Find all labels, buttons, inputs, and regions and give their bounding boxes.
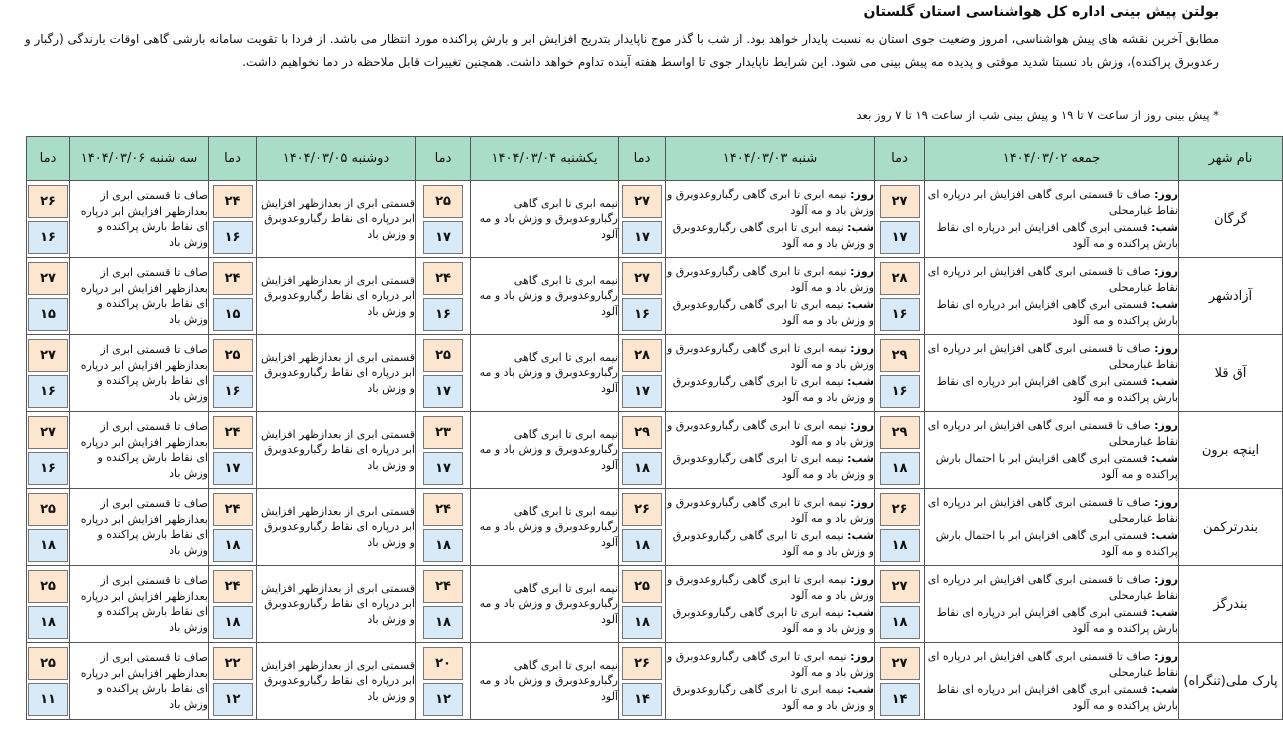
min-temperature: ۱۸ [880,606,920,639]
max-temperature: ۲۷ [28,416,68,449]
max-temperature: ۲۹ [622,416,662,449]
temperature-cell [209,489,257,566]
forecast-description [666,566,875,643]
day-forecast-text: نیمه ابری تا ابری گاهی رگباروعدوبرق و وزش باد و مه آلود [666,496,874,525]
day-forecast-text: صاف تا قسمتی ابری گاهی افزایش ابر درپاره ای نقاط غبارمحلی [927,573,1178,602]
min-temperature: ۱۱ [28,683,68,716]
forecast-description [925,489,1179,566]
max-temperature: ۲۵ [423,339,463,372]
forecast-description [257,643,416,720]
forecast-description [666,412,875,489]
night-forecast [925,220,1178,251]
min-temperature: ۱۴ [880,683,920,716]
max-temperature: ۲۵ [28,647,68,680]
temperature-cell [619,643,666,720]
day-label: روز: [1154,496,1178,509]
max-temperature: ۲۸ [880,262,920,295]
day-forecast [666,495,874,526]
day-forecast [925,187,1178,218]
min-temperature: ۱۵ [28,298,68,331]
night-forecast-text: نیمه ابری تا ابری گاهی رگباروعدوبرق و وزش باد و مه آلود [672,452,874,481]
forecast-description [471,566,619,643]
max-temperature: ۲۸ [622,339,662,372]
temp-column-header: دما [416,137,471,181]
city-name: اینچه برون [1179,412,1283,489]
forecast-description [70,489,209,566]
max-temperature: ۲۷ [28,262,68,295]
forecast-table [26,136,1283,720]
min-temperature: ۱۶ [880,375,920,408]
night-forecast [925,605,1178,636]
day-forecast [925,264,1178,295]
day-forecast-text: صاف تا قسمتی ابری گاهی افزایش ابر درپاره ای نقاط غبارمحلی [927,650,1178,679]
forecast-text: صاف تا قسمتی ابری از بعدازظهر افزایش ابر درپاره ای نقاط بارش پراکنده و وزش باد [80,343,208,403]
forecast-description [666,643,875,720]
header-row [27,137,1283,181]
night-forecast-text: قسمتی ابری گاهی افزایش ابر درپاره ای نقاط بارش پراکنده و مه آلود [936,606,1178,635]
min-temperature: ۱۲ [423,683,463,716]
temperature-cell [209,335,257,412]
min-temperature: ۱۶ [213,375,253,408]
night-label: شب: [1151,375,1178,388]
night-label: شب: [847,606,874,619]
night-label: شب: [1151,606,1178,619]
day-column-header: شنبه ۱۴۰۴/۰۳/۰۳ [666,137,875,181]
day-label: روز: [850,573,874,586]
min-temperature: ۱۶ [28,221,68,254]
night-forecast [666,528,874,559]
city-name: آق قلا [1179,335,1283,412]
max-temperature: ۲۶ [880,493,920,526]
temperature-cell [416,335,471,412]
night-label: شب: [847,298,874,311]
night-label: شب: [1151,298,1178,311]
temp-column-header: دما [209,137,257,181]
forecast-text: نیمه ابری تا ابری گاهی رگباروعدوبرق و وزش باد و مه آلود [479,196,618,241]
day-forecast [666,572,874,603]
temperature-cell [619,335,666,412]
max-temperature: ۲۶ [622,647,662,680]
min-temperature: ۱۷ [423,375,463,408]
table-row [27,181,1283,258]
max-temperature: ۲۰ [423,647,463,680]
night-forecast [666,374,874,405]
forecast-text: صاف تا قسمتی ابری از بعدازظهر افزایش ابر درپاره ای نقاط بارش پراکنده و وزش باد [80,266,208,326]
day-column-header: یکشنبه ۱۴۰۴/۰۳/۰۴ [471,137,619,181]
forecast-text: قسمتی ابری از بعدازظهر افزایش ابر درپاره ای نقاط رگباروعدوبرق و وزش باد [261,581,415,626]
day-column-header: جمعه ۱۴۰۴/۰۳/۰۲ [925,137,1179,181]
temperature-cell [27,258,70,335]
night-forecast [666,682,874,713]
forecast-description [471,643,619,720]
day-forecast [925,649,1178,680]
day-forecast [925,572,1178,603]
max-temperature: ۲۷ [622,185,662,218]
temperature-cell [416,489,471,566]
min-temperature: ۱۶ [28,452,68,485]
min-temperature: ۱۸ [622,529,662,562]
temperature-cell [416,181,471,258]
night-forecast-text: قسمتی ابری گاهی افزایش ابر درپاره ای نقاط بارش پراکنده و مه آلود [936,375,1178,404]
forecast-description [925,412,1179,489]
day-forecast [666,187,874,218]
min-temperature: ۱۶ [880,298,920,331]
day-label: روز: [850,265,874,278]
forecast-text: نیمه ابری تا ابری گاهی رگباروعدوبرق و وزش باد و مه آلود [479,658,618,703]
max-temperature: ۲۴ [213,185,253,218]
day-forecast-text: نیمه ابری تا ابری گاهی رگباروعدوبرق و وزش باد و مه آلود [666,188,874,217]
table-row [27,258,1283,335]
min-temperature: ۱۸ [423,529,463,562]
forecast-description [925,181,1179,258]
night-label: شب: [1151,452,1178,465]
min-temperature: ۱۸ [880,452,920,485]
temperature-cell [209,566,257,643]
night-forecast-text: نیمه ابری تا ابری گاهی رگباروعدوبرق و وزش باد و مه آلود [672,606,874,635]
temperature-cell [209,258,257,335]
day-label: روز: [1154,650,1178,663]
forecast-table-body [27,181,1283,720]
night-forecast-text: قسمتی ابری گاهی افزایش ابر درپاره ای نقاط بارش پراکنده و مه آلود [936,683,1178,712]
day-forecast-text: صاف تا قسمتی ابری گاهی افزایش ابر درپاره ای نقاط غبارمحلی [927,342,1178,371]
table-row [27,643,1283,720]
night-forecast [925,682,1178,713]
night-forecast [666,605,874,636]
day-column-header: دوشنبه ۱۴۰۴/۰۳/۰۵ [257,137,416,181]
forecast-text: قسمتی ابری از بعدازظهر افزایش ابر درپاره ای نقاط رگباروعدوبرق و وزش باد [261,658,415,703]
temperature-cell [416,258,471,335]
day-label: روز: [1154,419,1178,432]
max-temperature: ۲۷ [880,185,920,218]
city-name: گرگان [1179,181,1283,258]
forecast-description [257,566,416,643]
day-forecast-text: نیمه ابری تا ابری گاهی رگباروعدوبرق و وزش باد و مه آلود [666,342,874,371]
temperature-cell [209,643,257,720]
day-forecast [666,264,874,295]
night-forecast [925,297,1178,328]
forecast-text: قسمتی ابری از بعدازظهر افزایش ابر درپاره ای نقاط رگباروعدوبرق و وزش باد [261,504,415,549]
temperature-cell [416,412,471,489]
forecast-description [70,258,209,335]
min-temperature: ۱۷ [423,221,463,254]
temperature-cell [875,489,925,566]
night-forecast-text: قسمتی ابری گاهی افزایش ابر با احتمال بارش پراکنده و مه آلود [935,452,1178,481]
day-forecast [925,418,1178,449]
forecast-text: نیمه ابری تا ابری گاهی رگباروعدوبرق و وزش باد و مه آلود [479,427,618,472]
temperature-cell [619,412,666,489]
night-label: شب: [847,221,874,234]
night-forecast-text: نیمه ابری تا ابری گاهی رگباروعدوبرق و وزش باد و مه آلود [672,221,874,250]
night-label: شب: [847,375,874,388]
temp-column-header: دما [619,137,666,181]
day-forecast-text: صاف تا قسمتی ابری گاهی افزایش ابر درپاره ای نقاط غبارمحلی [927,496,1178,525]
forecast-text: قسمتی ابری از بعدازظهر افزایش ابر درپاره ای نقاط رگباروعدوبرق و وزش باد [261,273,415,318]
max-temperature: ۲۴ [423,493,463,526]
temperature-cell [619,181,666,258]
night-forecast [925,451,1178,482]
night-label: شب: [847,452,874,465]
max-temperature: ۲۷ [28,339,68,372]
temperature-cell [27,412,70,489]
min-temperature: ۱۶ [423,298,463,331]
night-forecast [666,220,874,251]
forecast-description [666,489,875,566]
day-label: روز: [850,419,874,432]
max-temperature: ۲۷ [622,262,662,295]
max-temperature: ۲۷ [880,647,920,680]
table-row [27,566,1283,643]
forecast-text: صاف تا قسمتی ابری از بعدازظهر افزایش ابر درپاره ای نقاط بارش پراکنده و وزش باد [80,574,208,634]
night-label: شب: [1151,221,1178,234]
temperature-cell [209,412,257,489]
min-temperature: ۱۶ [213,221,253,254]
min-temperature: ۱۲ [213,683,253,716]
forecast-description [666,181,875,258]
forecast-description [70,412,209,489]
temperature-cell [875,643,925,720]
temp-column-header: دما [27,137,70,181]
temperature-cell [416,643,471,720]
forecast-description [70,181,209,258]
min-temperature: ۱۸ [622,452,662,485]
day-forecast [666,418,874,449]
forecast-text: نیمه ابری تا ابری گاهی رگباروعدوبرق و وزش باد و مه آلود [479,581,618,626]
max-temperature: ۲۵ [622,570,662,603]
min-temperature: ۱۷ [622,375,662,408]
day-label: روز: [1154,573,1178,586]
day-label: روز: [850,650,874,663]
min-temperature: ۱۴ [622,683,662,716]
forecast-description [471,181,619,258]
max-temperature: ۲۵ [423,185,463,218]
forecast-description [471,258,619,335]
min-temperature: ۱۸ [28,606,68,639]
table-row [27,335,1283,412]
night-forecast [925,374,1178,405]
forecast-description [666,335,875,412]
max-temperature: ۲۲ [213,647,253,680]
min-temperature: ۱۵ [213,298,253,331]
max-temperature: ۲۹ [880,416,920,449]
max-temperature: ۲۴ [213,416,253,449]
temperature-cell [27,181,70,258]
forecast-text: نیمه ابری تا ابری گاهی رگباروعدوبرق و وزش باد و مه آلود [479,504,618,549]
forecast-text: صاف تا قسمتی ابری از بعدازظهر افزایش ابر درپاره ای نقاط بارش پراکنده و وزش باد [80,189,208,249]
night-label: شب: [847,529,874,542]
night-forecast [925,528,1178,559]
forecast-description [925,643,1179,720]
forecast-description [925,566,1179,643]
temperature-cell [619,489,666,566]
bulletin-title: بولتن پیش بینی اداره کل هواشناسی استان گلستان [863,4,1219,20]
city-name: بندرگز [1179,566,1283,643]
forecast-description [925,258,1179,335]
city-name: آزادشهر [1179,258,1283,335]
min-temperature: ۱۸ [423,606,463,639]
forecast-text: قسمتی ابری از بعدازظهر افزایش ابر درپاره ای نقاط رگباروعدوبرق و وزش باد [261,196,415,241]
temperature-cell [875,181,925,258]
night-forecast [666,451,874,482]
min-temperature: ۱۷ [213,452,253,485]
forecast-description [471,335,619,412]
forecast-text: صاف تا قسمتی ابری از بعدازظهر افزایش ابر درپاره ای نقاط بارش پراکنده و وزش باد [80,420,208,480]
night-label: شب: [1151,529,1178,542]
night-forecast-text: نیمه ابری تا ابری گاهی رگباروعدوبرق و وزش باد و مه آلود [672,375,874,404]
day-forecast [666,649,874,680]
city-column-header: نام شهر [1179,137,1283,181]
forecast-text: صاف تا قسمتی ابری از بعدازظهر افزایش ابر درپاره ای نقاط بارش پراکنده و وزش باد [80,651,208,711]
night-forecast-text: نیمه ابری تا ابری گاهی رگباروعدوبرق و وزش باد و مه آلود [672,683,874,712]
min-temperature: ۱۶ [28,375,68,408]
day-forecast-text: صاف تا قسمتی ابری گاهی افزایش ابر درپاره ای نقاط غبارمحلی [927,265,1178,294]
time-note: * پیش بینی روز از ساعت ۷ تا ۱۹ و پیش بینی شب از ساعت ۱۹ تا ۷ روز بعد [856,108,1219,122]
day-label: روز: [850,496,874,509]
day-label: روز: [850,188,874,201]
forecast-description [257,412,416,489]
forecast-description [257,181,416,258]
forecast-description [471,489,619,566]
temperature-cell [416,566,471,643]
forecast-description [70,566,209,643]
day-forecast-text: صاف تا قسمتی ابری گاهی افزایش ابر درپاره ای نقاط غبارمحلی [927,419,1178,448]
day-forecast-text: نیمه ابری تا ابری گاهی رگباروعدوبرق و وزش باد و مه آلود [666,419,874,448]
forecast-description [70,643,209,720]
intro-paragraph: مطابق آخرین نقشه های پیش هواشناسی، امروز وضعیت جوی استان به نسبت پایدار خواهد بود. از شب با گذر موج ناپایدار بتدریج افزایش ابر و بارش پراکنده مورد انتظار می باشد. از فردا با تقویت سامانه بارشی گاهی اوقات بارندگی (رگبار و رعدوبرق پراکنده)، وزش باد نسبتا شدید موقتی و پدیده مه پیش بینی می شود. این شرایط ناپایدار جوی تا اواسط هفته آینده تداوم خواهد داشت. همچنین تغییرات قابل ملاحظه در دما نخواهیم داشت. [24,32,1219,69]
max-temperature: ۲۵ [28,570,68,603]
min-temperature: ۱۷ [622,221,662,254]
forecast-description [257,489,416,566]
max-temperature: ۲۳ [423,416,463,449]
min-temperature: ۱۸ [622,606,662,639]
max-temperature: ۲۹ [880,339,920,372]
max-temperature: ۲۴ [213,570,253,603]
day-forecast-text: نیمه ابری تا ابری گاهی رگباروعدوبرق و وزش باد و مه آلود [666,650,874,679]
min-temperature: ۱۸ [213,529,253,562]
temperature-cell [27,566,70,643]
forecast-text: نیمه ابری تا ابری گاهی رگباروعدوبرق و وزش باد و مه آلود [479,350,618,395]
day-forecast-text: صاف تا قسمتی ابری گاهی افزایش ابر درپاره ای نقاط غبارمحلی [927,188,1178,217]
forecast-text: قسمتی ابری از بعدازظهر افزایش ابر درپاره ای نقاط رگباروعدوبرق و وزش باد [261,350,415,395]
max-temperature: ۲۵ [28,493,68,526]
day-forecast [666,341,874,372]
day-label: روز: [1154,342,1178,355]
forecast-text: قسمتی ابری از بعدازظهر افزایش ابر درپاره ای نقاط رگباروعدوبرق و وزش باد [261,427,415,472]
day-forecast [925,495,1178,526]
night-forecast-text: نیمه ابری تا ابری گاهی رگباروعدوبرق و وزش باد و مه آلود [672,529,874,558]
night-forecast [666,297,874,328]
min-temperature: ۱۸ [880,529,920,562]
forecast-description [471,412,619,489]
temperature-cell [209,181,257,258]
day-forecast-text: نیمه ابری تا ابری گاهی رگباروعدوبرق و وزش باد و مه آلود [666,573,874,602]
night-label: شب: [847,683,874,696]
forecast-description [257,335,416,412]
max-temperature: ۲۶ [622,493,662,526]
forecast-description [925,335,1179,412]
day-label: روز: [850,342,874,355]
forecast-description [70,335,209,412]
forecast-description [666,258,875,335]
temperature-cell [27,643,70,720]
forecast-text: صاف تا قسمتی ابری از بعدازظهر افزایش ابر درپاره ای نقاط بارش پراکنده و وزش باد [80,497,208,557]
min-temperature: ۱۸ [213,606,253,639]
day-forecast [925,341,1178,372]
night-forecast-text: قسمتی ابری گاهی افزایش ابر درپاره ای نقاط بارش پراکنده و مه آلود [936,221,1178,250]
max-temperature: ۲۴ [213,493,253,526]
min-temperature: ۱۸ [28,529,68,562]
day-forecast-text: نیمه ابری تا ابری گاهی رگباروعدوبرق و وزش باد و مه آلود [666,265,874,294]
max-temperature: ۲۴ [423,262,463,295]
day-label: روز: [1154,265,1178,278]
night-forecast-text: قسمتی ابری گاهی افزایش ابر درپاره ای نقاط بارش پراکنده و مه آلود [936,298,1178,327]
city-name: بندرترکمن [1179,489,1283,566]
min-temperature: ۱۷ [880,221,920,254]
temperature-cell [875,412,925,489]
temperature-cell [27,489,70,566]
night-forecast-text: نیمه ابری تا ابری گاهی رگباروعدوبرق و وزش باد و مه آلود [672,298,874,327]
night-label: شب: [1151,683,1178,696]
temperature-cell [619,258,666,335]
temp-column-header: دما [875,137,925,181]
temperature-cell [875,335,925,412]
table-row [27,412,1283,489]
max-temperature: ۲۴ [213,262,253,295]
temperature-cell [875,566,925,643]
forecast-description [257,258,416,335]
temperature-cell [619,566,666,643]
night-forecast-text: قسمتی ابری گاهی افزایش ابر با احتمال بارش پراکنده و مه آلود [935,529,1178,558]
max-temperature: ۲۷ [880,570,920,603]
max-temperature: ۲۶ [28,185,68,218]
table-row [27,489,1283,566]
city-name: پارک ملی(تنگراه) [1179,643,1283,720]
day-label: روز: [1154,188,1178,201]
day-column-header: سه شنبه ۱۴۰۴/۰۳/۰۶ [70,137,209,181]
temperature-cell [27,335,70,412]
min-temperature: ۱۷ [423,452,463,485]
max-temperature: ۲۵ [213,339,253,372]
min-temperature: ۱۶ [622,298,662,331]
max-temperature: ۲۴ [423,570,463,603]
forecast-text: نیمه ابری تا ابری گاهی رگباروعدوبرق و وزش باد و مه آلود [479,273,618,318]
temperature-cell [875,258,925,335]
